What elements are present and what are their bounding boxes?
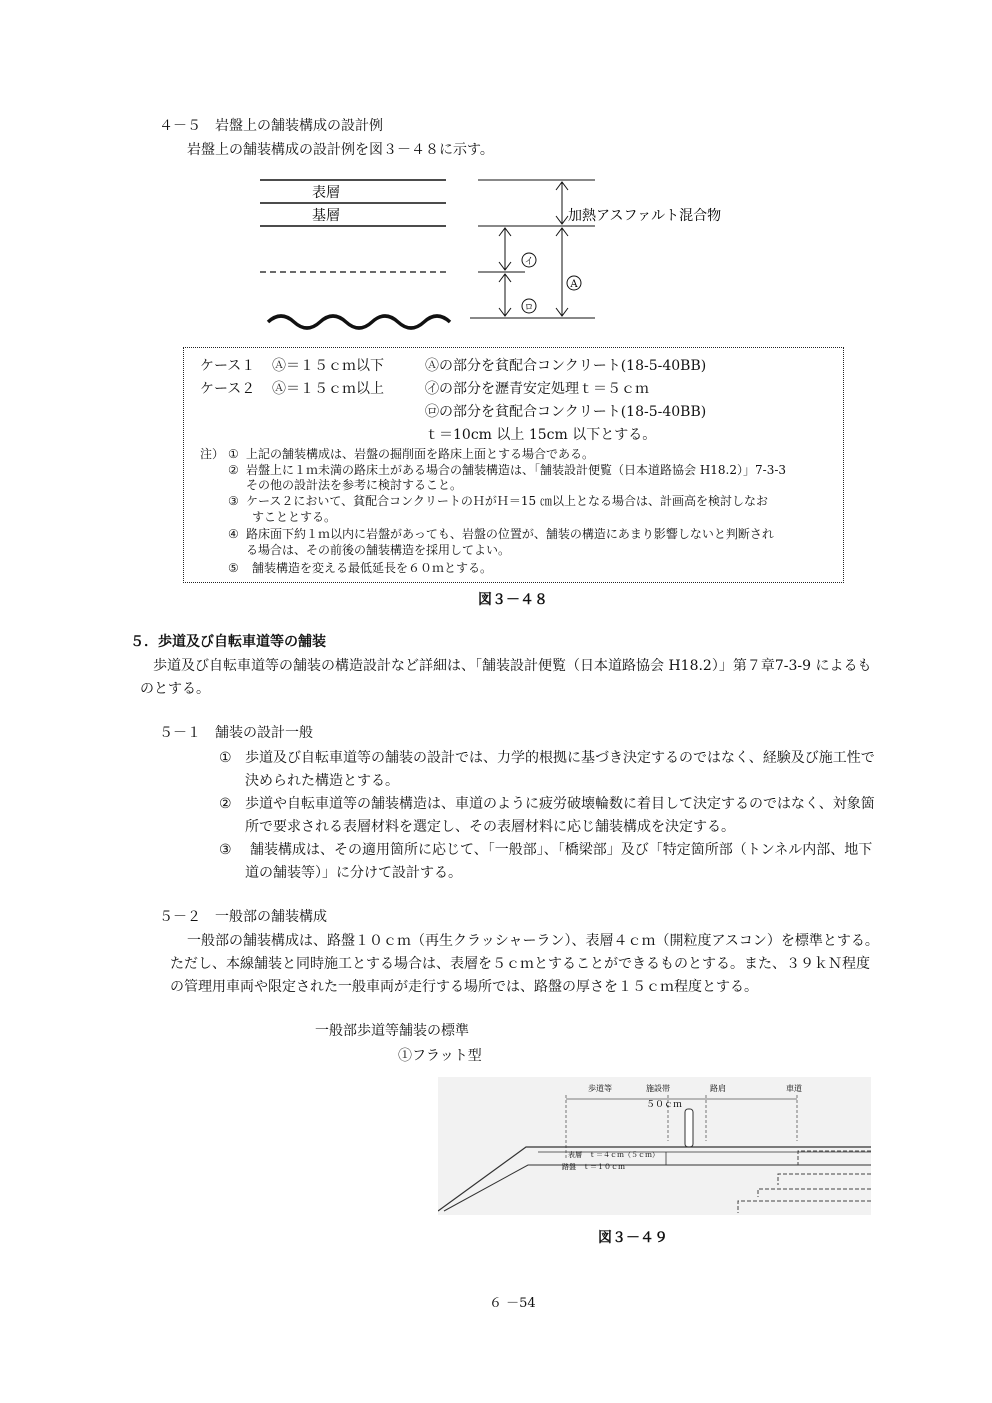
section-5-1-heading: ５－１ 舗装の設計一般 xyxy=(159,725,313,741)
section-5-heading: ５．歩道及び自転車道等の舗装 xyxy=(130,634,326,650)
item2-number: ② xyxy=(219,796,232,812)
section-5-2-heading: ５－２ 一般部の舗装構成 xyxy=(159,909,327,925)
note4-number: ④ xyxy=(228,527,239,541)
note3-line2: すこととする。 xyxy=(252,510,337,524)
label-width-50cm: ５０ｃｍ xyxy=(646,1100,683,1110)
case2-description-3: ｔ＝10cm 以上 15cm 以下とする。 xyxy=(425,427,657,443)
note5: 舗装構造を変える最低延長を６０ｍとする。 xyxy=(252,561,493,575)
label-sidewalk: 歩道等 xyxy=(588,1084,612,1093)
item2-line1: 歩道や自転車道等の舗装構造は、車道のように疲労破壊輪数に着目して決定するのではなく、対象箇 xyxy=(245,796,875,812)
figure-3-48-caption: 図３－４８ xyxy=(478,592,548,608)
note1-number: ① xyxy=(228,447,239,461)
item3-number: ③ xyxy=(219,842,232,858)
item1-number: ① xyxy=(219,750,232,766)
case1-name: ケース１ xyxy=(200,358,256,374)
mark-i: イ xyxy=(524,257,534,267)
note5-number: ⑤ xyxy=(228,561,239,575)
note4-line1: 路床面下約１ｍ以内に岩盤があっても、岩盤の位置が、舗装の構造にあまり影響しないと判断され xyxy=(246,527,774,541)
mark-ro: ロ xyxy=(524,303,534,313)
section-4-5-heading: ４－５ 岩盤上の舗装構成の設計例 xyxy=(159,118,383,134)
label-facility-zone: 施設帯 xyxy=(646,1084,670,1093)
section-5-2-line2: ただし、本線舗装と同時施工とする場合は、表層を５ｃｍとすることができるものとする。また、３９ｋＮ程度 xyxy=(170,956,870,972)
base-layer-label: 基層 xyxy=(312,208,340,224)
note3-number: ③ xyxy=(228,494,239,508)
note2-number: ② xyxy=(228,463,239,477)
page-number: ６ －54 xyxy=(489,1296,536,1311)
case1-description: Ⓐの部分を貧配合コンクリート(18-5-40BB) xyxy=(425,358,707,374)
label-shoulder: 路肩 xyxy=(710,1084,726,1093)
surface-layer-label: 表層 xyxy=(312,185,340,201)
asphalt-mixture-label: 加熱アスファルト混合物 xyxy=(568,208,722,224)
note2-line1: 岩盤上に１ｍ未満の路床土がある場合の舗装構造は、「舗装設計便覧（日本道路協会 H18.2）」7-3-3 xyxy=(246,463,787,477)
note2-line2: その他の設計法を参考に検討すること。 xyxy=(246,478,463,492)
case2-description-1: ㋑の部分を瀝青安定処理ｔ＝５ｃｍ xyxy=(425,381,649,397)
label-roadway: 車道 xyxy=(786,1084,802,1093)
sidewalk-pavement-diagram xyxy=(438,1077,871,1215)
section-5-paragraph-line1: 歩道及び自転車道等の舗装の構造設計など詳細は、「舗装設計便覧（日本道路協会 H18.2）」第７章7-3-9 によるも xyxy=(153,658,872,674)
figure-3-49-title: 一般部歩道等舗装の標準 xyxy=(315,1023,469,1039)
item3-line2: 道の舗装等）」に分けて設計する。 xyxy=(245,865,462,881)
pavement-layer-diagram xyxy=(250,170,770,345)
section-5-2-line3: の管理用車両や限定された一般車両が走行する場所では、路盤の厚さを１５ｃｍ程度とする。 xyxy=(170,979,758,995)
section-5-2-line1: 一般部の舗装構成は、路盤１０ｃｍ（再生クラッシャーラン）、表層４ｃｍ（開粒度アスコン）を標準とする。 xyxy=(187,933,879,949)
figure-3-49-caption: 図３－４９ xyxy=(598,1230,668,1246)
note3-line1: ケース２において、貧配合コンクリートのＨがＨ＝15 ㎝以上となる場合は、計画高を検討しなお xyxy=(246,494,769,508)
item2-line2: 所で要求される表層材料を選定し、その表層材料に応じ舗装構成を決定する。 xyxy=(245,819,735,835)
note4-line2: る場合は、その前後の舗装構造を採用してよい。 xyxy=(246,543,511,557)
notes-label: 注） xyxy=(200,447,225,461)
note1: 上記の舗装構成は、岩盤の掘削面を路床上面とする場合である。 xyxy=(246,447,595,461)
case1-condition: Ⓐ＝１５ｃｍ以下 xyxy=(272,358,384,374)
item3-line1: 舗装構成は、その適用箇所に応じて、「一般部」、「橋梁部」及び「特定箇所部（トンネル内部、地下 xyxy=(250,842,873,858)
section-5-paragraph-line2: のとする。 xyxy=(140,681,210,697)
label-surface-layer: 表層 ｔ＝４ｃｍ（５ｃｍ） xyxy=(568,1151,659,1159)
item1-line2: 決められた構造とする。 xyxy=(245,773,399,789)
mark-a: A xyxy=(570,279,578,290)
label-base-layer: 路盤 ｔ＝１０ｃｍ xyxy=(562,1163,625,1171)
case2-name: ケース２ xyxy=(200,381,256,397)
item1-line1: 歩道及び自転車道等の舗装の設計では、力学的根拠に基づき決定するのではなく、経験及び施工性で xyxy=(245,750,875,766)
case2-description-2: ㋺の部分を貧配合コンクリート(18-5-40BB) xyxy=(425,404,707,420)
case2-condition: Ⓐ＝１５ｃｍ以上 xyxy=(272,381,384,397)
section-4-5-intro: 岩盤上の舗装構成の設計例を図３－４８に示す。 xyxy=(187,142,494,158)
figure-3-49-subtitle: ①フラット型 xyxy=(398,1048,482,1064)
